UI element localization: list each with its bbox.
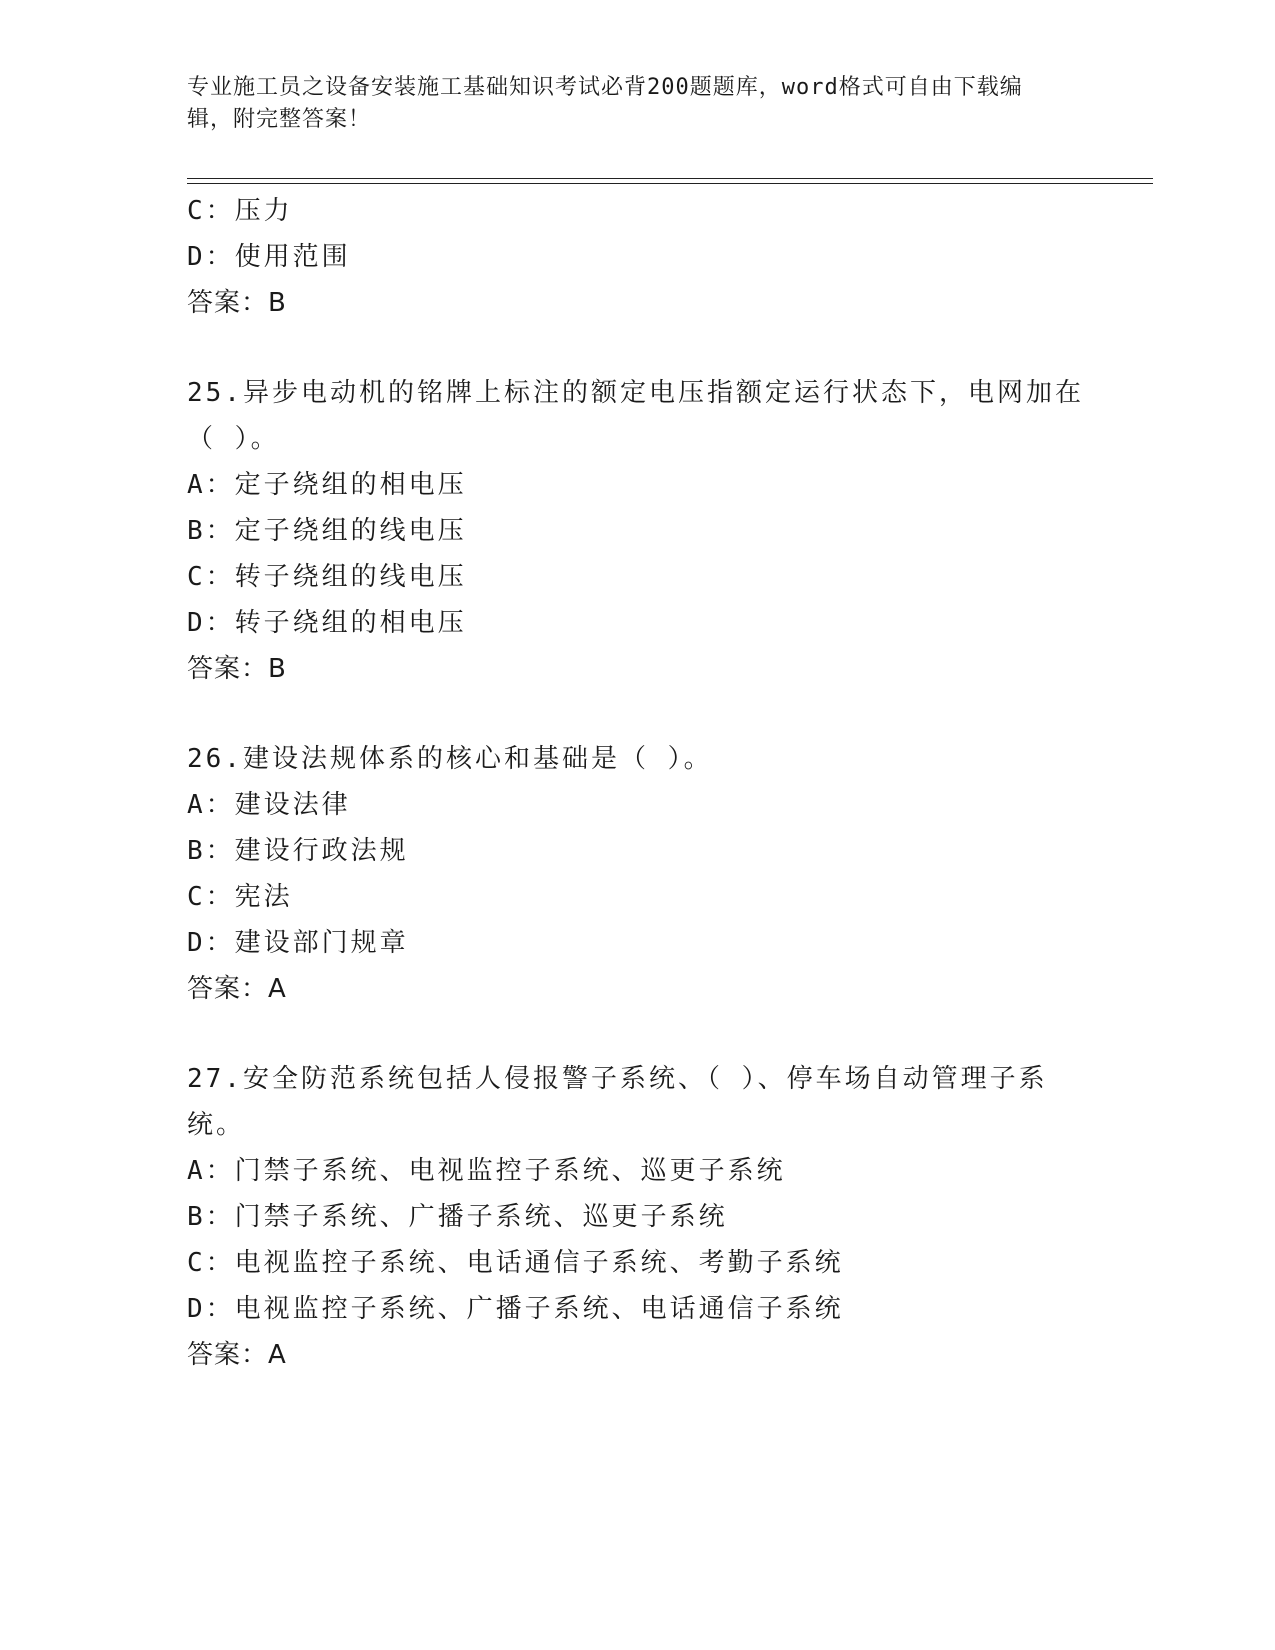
question-text: 26.建设法规体系的核心和基础是（ ）。 xyxy=(187,744,713,774)
option-b: B：定子绕组的线电压 xyxy=(187,516,467,546)
option-c: C：电视监控子系统、电话通信子系统、考勤子系统 xyxy=(187,1248,844,1278)
option-a: A：定子绕组的相电压 xyxy=(187,470,467,500)
option-d: D：电视监控子系统、广播子系统、电话通信子系统 xyxy=(187,1294,844,1324)
header-rule-top xyxy=(187,178,1153,179)
option-c: C：转子绕组的线电压 xyxy=(187,562,467,592)
option-a: A：门禁子系统、电视监控子系统、巡更子系统 xyxy=(187,1156,786,1186)
option-b: B：门禁子系统、广播子系统、巡更子系统 xyxy=(187,1202,728,1232)
answer: 答案：A xyxy=(187,1340,287,1370)
document-header: 专业施工员之设备安装施工基础知识考试必背200题题库，word格式可自由下载编辑，附完整答案！ xyxy=(187,75,1023,132)
option-c: C：宪法 xyxy=(187,882,293,912)
answer: 答案：B xyxy=(187,654,287,684)
option-c: C：压力 xyxy=(187,196,293,226)
question-text: 25.异步电动机的铭牌上标注的额定电压指额定运行状态下，电网加在（ ）。 xyxy=(187,378,1084,454)
question-25 xyxy=(187,370,1087,692)
option-a: A：建设法律 xyxy=(187,790,351,820)
answer: 答案：B xyxy=(187,288,287,318)
option-d: D：转子绕组的相电压 xyxy=(187,608,467,638)
header-rule-bottom xyxy=(187,183,1153,184)
option-d: D：使用范围 xyxy=(187,242,351,272)
answer: 答案：A xyxy=(187,974,287,1004)
question-27 xyxy=(187,1056,1087,1378)
question-text: 27.安全防范系统包括人侵报警子系统、（ ）、停车场自动管理子系统。 xyxy=(187,1064,1048,1140)
question-26 xyxy=(187,736,1087,1012)
option-b: B：建设行政法规 xyxy=(187,836,409,866)
question-list xyxy=(187,188,1087,1378)
option-d: D：建设部门规章 xyxy=(187,928,409,958)
partial-question xyxy=(187,188,1087,326)
